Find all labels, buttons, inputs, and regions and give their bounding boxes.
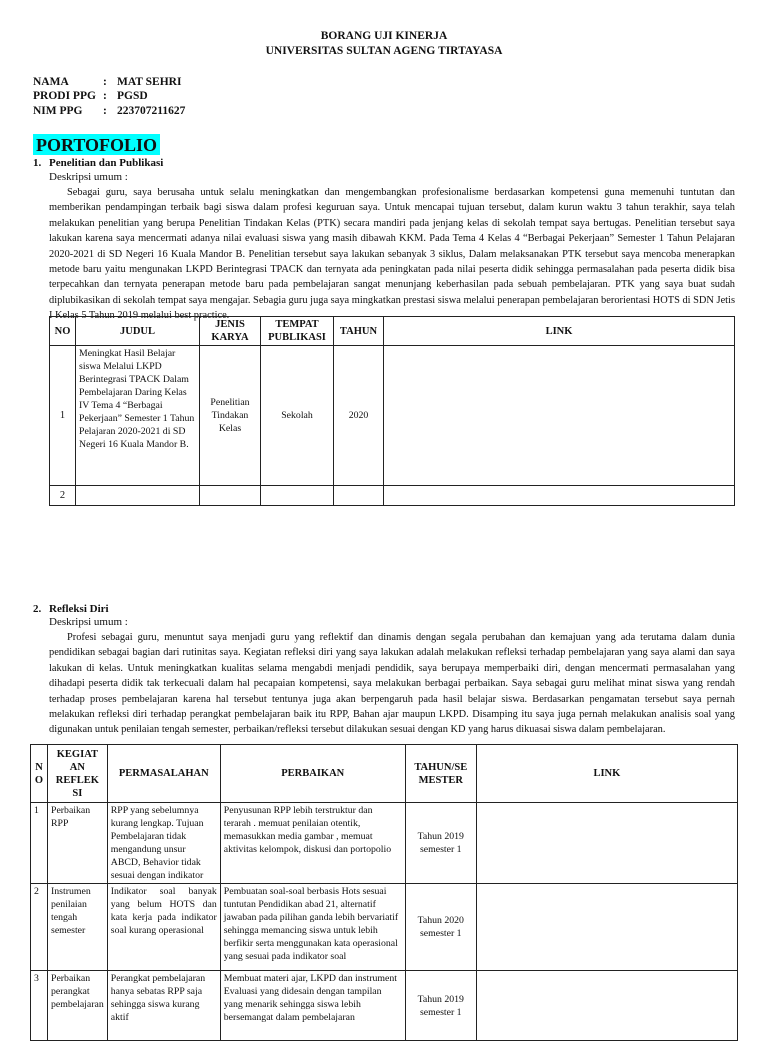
section2-heading (33, 603, 109, 615)
cell-tahun: Tahun 2019 (417, 831, 464, 842)
section1-number: 1. (33, 157, 42, 169)
section1-title: Penelitian dan Publikasi (49, 157, 164, 169)
cell-perbaikan: Membuat materi ajar, LKPD dan instrument Evaluasi yang didesain dengan tampilan yang menarik sehingga siswa lebih bersemangat dalam pembelajaran (220, 971, 405, 1041)
col-header: KEGIAT AN REFLEK SI (48, 745, 108, 803)
header-line1: BORANG UJI KINERJA (320, 30, 448, 42)
table-header-row (31, 745, 738, 803)
cell-perbaikan: Penyusunan RPP lebih terstruktur dan terarah . memuat penilaian otentik, memasukkan media gambar , memuat aktivitas kelompok, diskusi dan portopolio (220, 803, 405, 884)
col-header: LINK (476, 745, 737, 803)
section2-desc-label: Deskripsi umum : (49, 616, 128, 628)
cell-permasalahan: RPP yang sebelumnya kurang lengkap. Tujuan Pembelajaran tidak mengandung unsur ABCD, Behavior tidak sesuai dengan indikator (107, 803, 220, 884)
col-header: LINK (384, 317, 735, 346)
publication-table (49, 316, 735, 506)
col-header: TAHUN/SE MESTER (405, 745, 476, 803)
cell-tempat: Sekolah (261, 346, 334, 486)
identity-row-nim (33, 105, 185, 117)
section2-paragraph: Profesi sebagai guru, menuntut saya menjadi guru yang reflektif dan dinamis dengan segala perubahan dan kemajuan yang ada terutama dalam dunia pendidikan sebagai bagian dari rutinitas saya. Kegiatan refleksi diri yang saya lakukan adalah melakukan refleksi terhadap pembelajaran yang saya alami dan saya lakukan di kelas. Untuk meningkatkan kualitas selama mengabdi menjadi pendidik, saya berupaya memperbaiki diri, dengan mencermati permasalahan yang dihadapi peserta didik tak terkecuali dalam hal pecapaian kompetensi, saya melakukan berbagai perbaikan. Saya sebagai guru melihat minat siswa yang rendah terhadap proses pembelajaran karena hal tersebut tentunya juga akan berpengaruh pada hasil belajar siswa. Berdasarkan pengamatan tersebut saya pernah melakukan refleksi diri terhadap perangkat pembelajaran baik itu RPP, Bahan ajar maupun LKPD. Disamping itu saya juga pernah melakukan analisis soal yang digunakan untuk penilaian tengah semester, perbaikan/refleksi tersebut dilakukan sesuai dengan KD yang harus dikuasai siswa dalam pembelajaran. (49, 632, 735, 736)
identity-sep: : (103, 105, 107, 117)
col-header: NO (50, 317, 76, 346)
cell-tahun (334, 486, 384, 506)
cell-jenis: Penelitian Tindakan Kelas (200, 346, 261, 486)
cell-kegiatan: Instrumen penilaian tengah semester (48, 884, 108, 971)
table-row (31, 971, 738, 1041)
section2-number: 2. (33, 603, 42, 615)
identity-sep: : (103, 76, 107, 88)
identity-value: 223707211627 (117, 105, 186, 117)
header-line2: UNIVERSITAS SULTAN AGENG TIRTAYASA (265, 45, 503, 57)
col-header: PERMASALAHAN (107, 745, 220, 803)
table-row (50, 486, 735, 506)
cell-semester: semester 1 (419, 844, 462, 855)
cell-no: 2 (50, 486, 76, 506)
cell-no: 1 (31, 803, 48, 884)
cell-judul (76, 486, 200, 506)
identity-key: NIM PPG (33, 105, 83, 117)
table-header-row (50, 317, 735, 346)
cell-tahun-semester (405, 884, 476, 971)
col-header: TEMPAT PUBLIKASI (261, 317, 334, 346)
col-header: JENIS KARYA (200, 317, 261, 346)
cell-semester: semester 1 (419, 1006, 462, 1018)
identity-sep: : (103, 90, 107, 102)
cell-tempat (261, 486, 334, 506)
table-row (50, 346, 735, 486)
table-row (31, 884, 738, 971)
portfolio-title: PORTOFOLIO (33, 134, 160, 155)
cell-permasalahan: Perangkat pembelajaran hanya sebatas RPP saja sehingga siswa kurang aktif (107, 971, 220, 1041)
col-header: PERBAIKAN (220, 745, 405, 803)
cell-tahun: Tahun 2020 (417, 915, 464, 926)
cell-no: 3 (31, 971, 48, 1041)
identity-row-prodi (33, 90, 148, 102)
col-header: TAHUN (334, 317, 384, 346)
identity-key: PRODI PPG (33, 90, 96, 102)
identity-value: PGSD (117, 90, 148, 102)
col-header: N O (31, 745, 48, 803)
cell-permasalahan: Indikator soal banyak yang belum HOTS dan kata kerja pada indikator soal kurang operasional (107, 884, 220, 971)
col-header: JUDUL (76, 317, 200, 346)
cell-no: 2 (31, 884, 48, 971)
identity-key: NAMA (33, 76, 69, 88)
section1-desc-label: Deskripsi umum : (49, 171, 128, 183)
cell-link (384, 346, 735, 486)
cell-kegiatan: Perbaikan RPP (48, 803, 108, 884)
identity-row-name (33, 76, 181, 88)
cell-judul: Meningkat Hasil Belajar siswa Melalui LKPD Berintegrasi TPACK Dalam Pembelajaran Daring Kelas IV Tema 4 “Berbagai Pekerjaan” Semester 1 Tahun Pelajaran 2020-2021 di SD Negeri 16 Kuala Mandor B. (76, 346, 200, 486)
table-row (31, 803, 738, 884)
cell-link (384, 486, 735, 506)
cell-link (476, 971, 737, 1041)
cell-semester: semester 1 (419, 928, 462, 939)
section1-heading (33, 157, 163, 169)
reflection-table (30, 744, 738, 1041)
cell-tahun-semester (405, 971, 476, 1041)
section2-title: Refleksi Diri (49, 603, 109, 615)
cell-perbaikan: Pembuatan soal-soal berbasis Hots sesuai tuntutan Pendidikan abad 21, alternatif jawaban pada pilihan ganda lebih bervariatif sehingga memancing siswa untuk lebih berfikir serta menggunakan kata operasional yang sesuai pada indikator soal (220, 884, 405, 971)
cell-no: 1 (50, 346, 76, 486)
section1-paragraph: Sebagai guru, saya berusaha untuk selalu meningkatkan dan mengembangkan profesionalisme berdasarkan kompetensi guna memenuhi tuntutan dan memberikan pendampingan terbaik bagi siswa dalam profesi keguruan saya. Untuk mencapai tujuan tersebut, dalam kurun waktu 3 tahun terakhir, saya telah melakukan penelitian yang berupa Penelitian Tindakan Kelas (PTK) secara mandiri pada jenjang kelas di sekolah tempat saya bertugas. Penelitian tersebut saya lakukan karena saya mencermati adanya nilai evaluasi siswa yang masih dibawah KKM. Pada Tema 4 Kelas 4 “Berbagai Pekerjaan” Semester 1 Tahun Pelajaran 2020-2021 di SD Negeri 16 Kuala Mandor B. Penelitian tersebut saya lakukan sebanyak 3 siklus, Dalam melaksanakan PTK tersebut saya mencoba menerapkan metode baru yaitu mengunakan LKPD Berintegrasi TPACK dan ternyata ada peningkatan pada nilai peserta didik sehingga permasalahan pada peserta didik bisa terpecahkan dan ternyata penerapan metode baru pada pembelajaran sangat menunjang keberhasilan pada sebuah pembelajaran. PTK yang saya buat sudah diplubikasikan di sekolah tempat saya mengajar. Sebagia guru juga saya mingkatkan prestasi siswa melalui penerapan pembelajaran berorientasi HOTS di SDN Jetis I Kelas 5 Tahun 2019 melalui best practice. (49, 187, 735, 322)
cell-tahun: Tahun 2019 (417, 993, 464, 1005)
cell-link (476, 803, 737, 884)
cell-kegiatan: Perbaikan perangkat pembelajaran (48, 971, 108, 1041)
cell-tahun: 2020 (334, 346, 384, 486)
cell-link (476, 884, 737, 971)
cell-jenis (200, 486, 261, 506)
cell-tahun-semester (405, 803, 476, 884)
identity-value: MAT SEHRI (117, 76, 182, 88)
